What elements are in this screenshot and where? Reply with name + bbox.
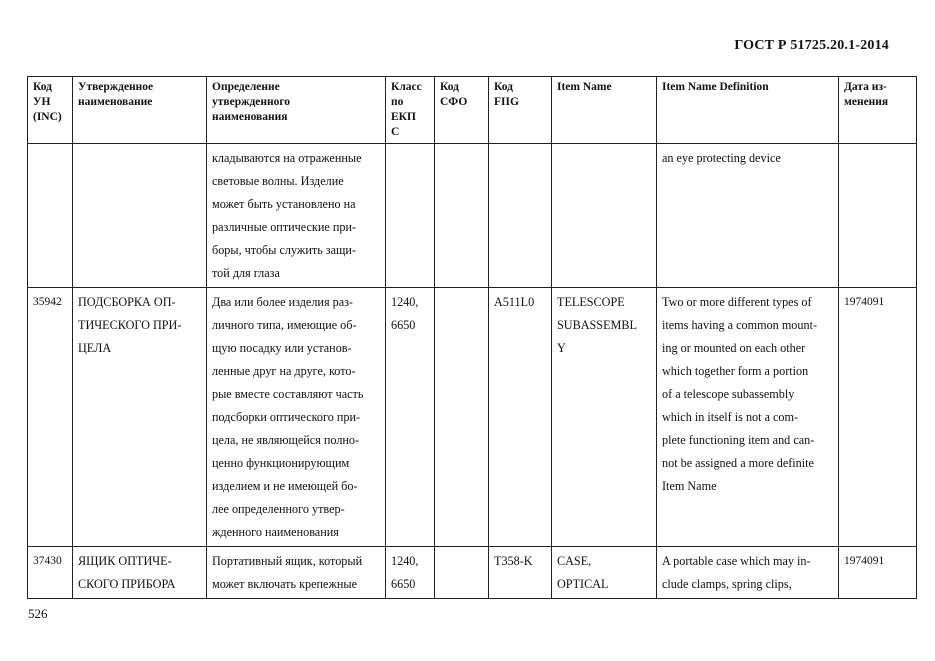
cell-fiig — [489, 144, 552, 288]
cell-inc — [28, 144, 73, 288]
page-number: 526 — [28, 606, 48, 621]
cell-item-name: CASE, OPTICAL — [552, 547, 657, 599]
cell-inc: 35942 — [28, 288, 73, 547]
col-header-sfo: Код СФО — [435, 77, 489, 144]
col-header-inc: Код УН (INC) — [28, 77, 73, 144]
cell-class: 1240, 6650 — [386, 547, 435, 599]
table-row — [28, 144, 917, 288]
cell-definition: Портативный ящик, который может включать крепежные — [207, 547, 386, 599]
col-header-definition: Определение утвержденного наименования — [207, 77, 386, 144]
col-header-approved-name: Утвержденное наименование — [73, 77, 207, 144]
items-table — [27, 76, 917, 599]
cell-change-date: 1974091 — [839, 288, 917, 547]
cell-fiig: T358-K — [489, 547, 552, 599]
cell-change-date: 1974091 — [839, 547, 917, 599]
col-header-item-name-definition: Item Name Definition — [657, 77, 839, 144]
cell-sfo — [435, 144, 489, 288]
cell-approved-name: ПОДСБОРКА ОП- ТИЧЕСКОГО ПРИ- ЦЕЛА — [73, 288, 207, 547]
cell-sfo — [435, 288, 489, 547]
cell-item-name — [552, 144, 657, 288]
table-header-row — [28, 77, 917, 144]
standard-number: ГОСТ Р 51725.20.1-2014 — [734, 38, 889, 53]
col-header-class: Класс по ЕКП С — [386, 77, 435, 144]
cell-class — [386, 144, 435, 288]
col-header-change-date: Дата из- менения — [839, 77, 917, 144]
cell-item-name-definition: Two or more different types of items having a common mount- ing or mounted on each other which together form a portion of a telescope subassembly which in itself is not a com- plete functioning item and can- not be assigned a more definite Item Name — [657, 288, 839, 547]
cell-definition: кладываются на отраженные световые волны. Изделие может быть установлено на различные оптические при- боры, чтобы служить защи- той для глаза — [207, 144, 386, 288]
table-row — [28, 288, 917, 547]
cell-definition: Два или более изделия раз- личного типа, имеющие об- щую посадку или установ- ленные друг на друге, кото- рые вместе составляют часть подсборки оптического при- цела, не являющейся полно- ценно функционирующим изделием и не имеющей бо- лее определенного утвер- жденного наименования — [207, 288, 386, 547]
cell-item-name: TELESCOPE SUBASSEMBL Y — [552, 288, 657, 547]
cell-change-date — [839, 144, 917, 288]
cell-approved-name — [73, 144, 207, 288]
col-header-fiig: Код FIIG — [489, 77, 552, 144]
cell-item-name-definition: an eye protecting device — [657, 144, 839, 288]
table-row — [28, 547, 917, 599]
col-header-item-name: Item Name — [552, 77, 657, 144]
cell-class: 1240, 6650 — [386, 288, 435, 547]
cell-sfo — [435, 547, 489, 599]
cell-fiig: A511L0 — [489, 288, 552, 547]
cell-inc: 37430 — [28, 547, 73, 599]
cell-approved-name: ЯЩИК ОПТИЧЕ- СКОГО ПРИБОРА — [73, 547, 207, 599]
cell-item-name-definition: A portable case which may in- clude clamps, spring clips, — [657, 547, 839, 599]
